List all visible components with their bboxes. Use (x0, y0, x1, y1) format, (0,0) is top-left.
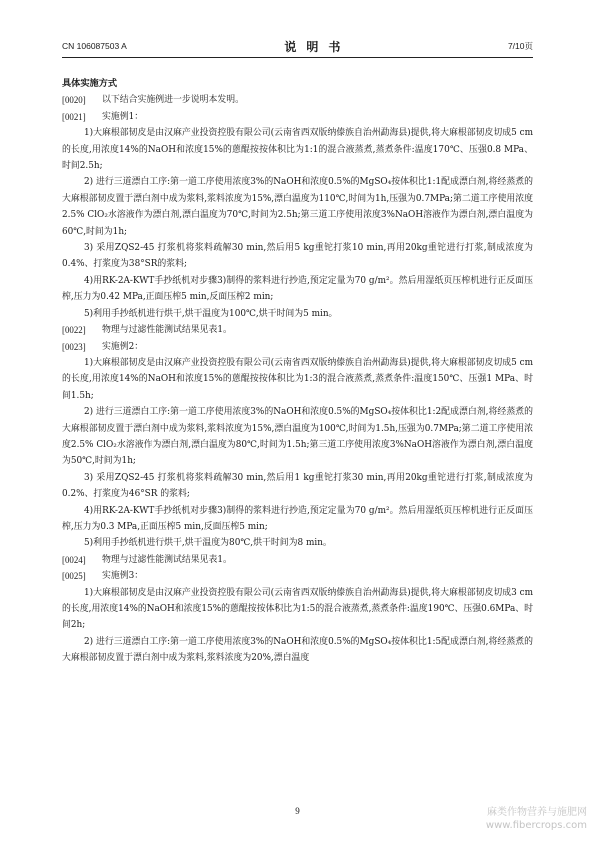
paragraph-number: [0023] (62, 341, 86, 352)
numbered-paragraph (62, 322, 533, 338)
paragraph-number: [0024] (62, 554, 86, 565)
page-of: 7/10页 (507, 41, 533, 51)
paragraph-text: 物理与过滤性能测试结果见表1。 (102, 554, 232, 565)
watermark-line-2: www.fibercrops.com (485, 820, 587, 831)
numbered-paragraph (62, 339, 533, 355)
step-paragraph: 1)大麻根部韧皮是由汉麻产业投资控股有限公司(云南省西双版纳傣族自治州勐海县)提供,将大麻根部韧皮切成3 cm的长度,用浓度14%的NaOH和浓度15%的蒽醌按按体积比为1:5的混合液蒸煮,蒸煮条件:温度190℃、压强0.6MPa、时间2h; (62, 587, 533, 631)
paragraph-text: 实施例3： (102, 571, 144, 582)
step-paragraph: 3) 采用ZQS2-45 打浆机将浆料疏解30 min,然后用1 kg重铊打浆30 min,再用20kg重铊进行打浆,制成浓度为0.2%、打浆度为46°SR 的浆料; (62, 472, 533, 500)
section-title: 说明书 (284, 39, 351, 54)
step-paragraph: 5)利用手抄纸机进行烘干,烘干温度为80℃,烘干时间为8 min。 (84, 538, 332, 549)
paragraph-number: [0021] (62, 111, 86, 122)
doc-number: CN 106087503 A (62, 41, 127, 51)
paragraph-number: [0022] (62, 325, 86, 336)
watermark-line-1: 麻类作物营养与施肥网 (487, 807, 587, 818)
paragraph-number: [0025] (62, 571, 86, 582)
step-paragraph: 2) 进行三道漂白工序:第一道工序使用浓度3%的NaOH和浓度0.5%的MgSO₄按体积比1:2配成漂白剂,将经蒸煮的大麻根部韧皮置于漂白剂中成为浆料,浆料浓度为15%,漂白温度为100℃,时间为1.5h,压强为0.7MPa;第二道工序使用浓度2.5% ClO₂水溶液作为漂白剂,漂白温度为80℃,时间为1.5h;第三道工序使用浓度3%NaOH溶液作为漂白剂,漂白温度为50℃,时间为1h; (62, 407, 533, 467)
paragraph-list (62, 92, 533, 666)
step-paragraph: 1)大麻根部韧皮是由汉麻产业投资控股有限公司(云南省西双版纳傣族自治州勐海县)提供,将大麻根部韧皮切成5 cm的长度,用浓度14%的NaOH和浓度15%的蒽醌按按体积比为1:3的混合液蒸煮,蒸煮条件:温度150℃、压强1 MPa、时间1.5h; (62, 357, 533, 401)
step-paragraph: 1)大麻根部韧皮是由汉麻产业投资控股有限公司(云南省西双版纳傣族自治州勐海县)提供,将大麻根部韧皮切成5 cm的长度,用浓度14%的NaOH和浓度15%的蒽醌按按体积比为1:1的混合液蒸煮,蒸煮条件:温度170℃、压强0.8 MPa、时间2.5h; (62, 128, 533, 172)
section-heading: 具体实施方式 (62, 78, 118, 89)
page-number: 9 (295, 806, 300, 816)
paragraph-text: 物理与过滤性能测试结果见表1。 (102, 325, 232, 336)
watermark (486, 806, 587, 832)
numbered-paragraph (62, 92, 533, 108)
numbered-paragraph (62, 568, 533, 584)
numbered-paragraph (62, 109, 533, 125)
step-paragraph: 2) 进行三道漂白工序:第一道工序使用浓度3%的NaOH和浓度0.5%的MgSO₄按体积比1:5配成漂白剂,将经蒸煮的大麻根部韧皮置于漂白剂中成为浆料,浆料浓度为20%,漂白温度 (62, 636, 533, 664)
header-rule (62, 57, 533, 58)
numbered-paragraph (62, 552, 533, 568)
step-paragraph: 5)利用手抄纸机进行烘干,烘干温度为100℃,烘干时间为5 min。 (84, 308, 338, 319)
step-paragraph: 4)用RK-2A-KWT手抄纸机对步骤3)制得的浆料进行抄造,预定定量为70 g/m²。然后用湿纸页压榨机进行正反面压榨,压力为0.42 MPa,正面压榨5 min,反面压榨2 min; (62, 275, 533, 303)
paragraph-text: 以下结合实施例进一步说明本发明。 (102, 95, 244, 106)
paragraph-text: 实施例2： (102, 341, 144, 352)
paragraph-number: [0020] (62, 95, 86, 106)
step-paragraph: 2) 进行三道漂白工序:第一道工序使用浓度3%的NaOH和浓度0.5%的MgSO₄按体积比1:1配成漂白剂,将经蒸煮的大麻根部韧皮置于漂白剂中成为浆料,浆料浓度为15%,漂白温度为110℃,时间为1h,压强为0.7MPa;第二道工序使用浓度2.5% ClO₂水溶液作为漂白剂,漂白温度为70℃,时间为2.5h;第三道工序使用浓度3%NaOH溶液作为漂白剂,漂白温度为60℃,时间为1h; (62, 177, 533, 237)
document-body (62, 76, 533, 667)
paragraph-text: 实施例1： (102, 111, 144, 122)
step-paragraph: 4)用RK-2A-KWT手抄纸机对步骤3)制得的浆料进行抄造,预定定量为70 g/m²。然后用湿纸页压榨机进行正反面压榨,压力为0.3 MPa,正面压榨5 min,反面压榨5 min; (62, 505, 533, 532)
step-paragraph: 3) 采用ZQS2-45 打浆机将浆料疏解30 min,然后用5 kg重铊打浆10 min,再用20kg重铊进行打浆,制成浓度为0.4%、打浆度为38°SR的浆料; (62, 243, 533, 270)
page-header (62, 38, 533, 54)
